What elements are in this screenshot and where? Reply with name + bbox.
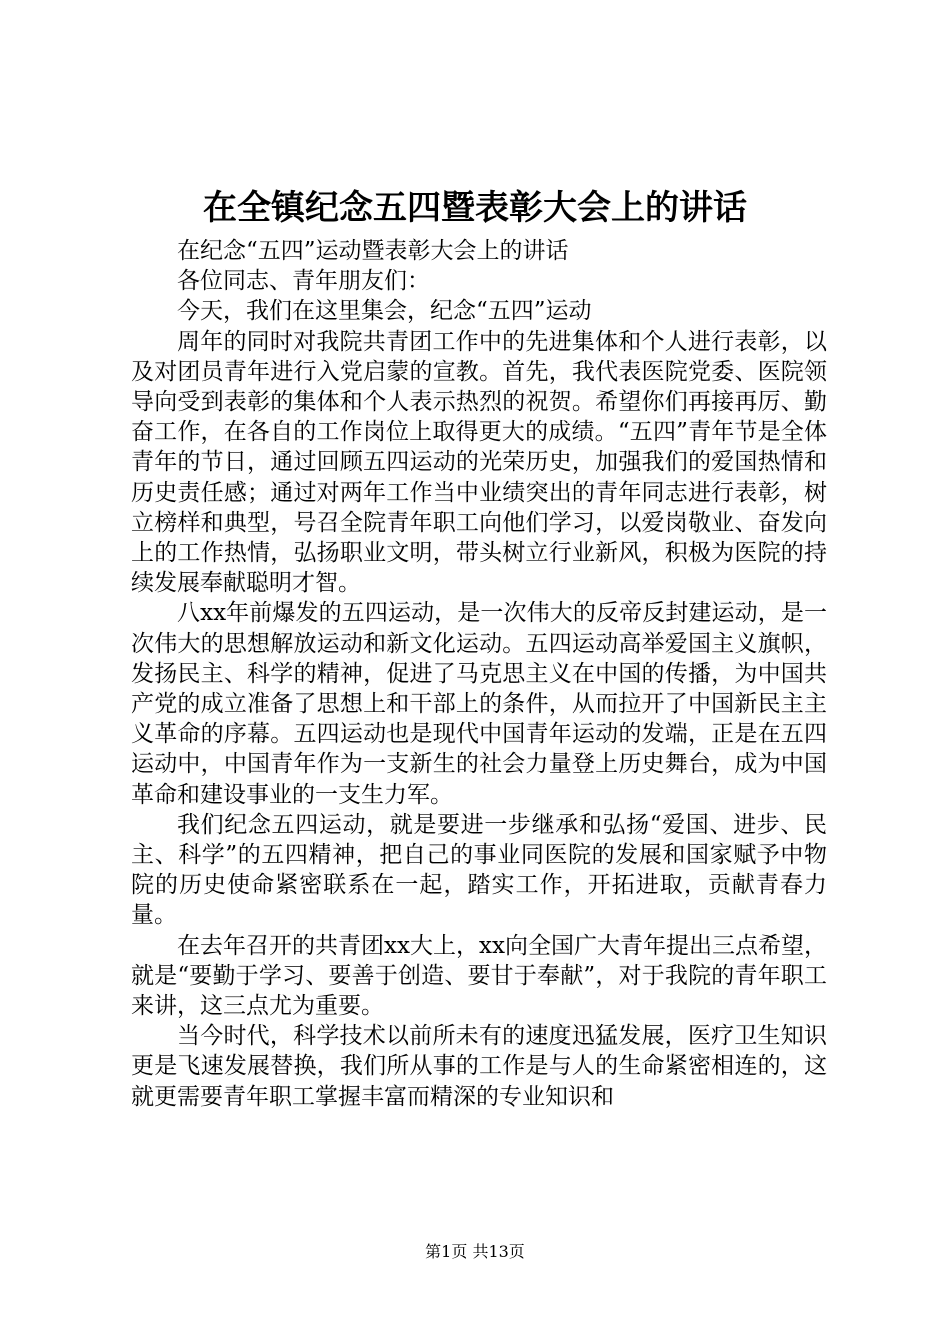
paragraph: 当今时代，科学技术以前所未有的速度迅猛发展，医疗卫生知识更是飞速发展替换，我们所从事的工作是与人的生命紧密相连的，这就更需要青年职工掌握丰富而精深的专业知识和 bbox=[131, 1023, 827, 1110]
paragraph: 在去年召开的共青团xx大上，xx向全国广大青年提出三点希望，就是“要勤于学习、要善于创造、要甘于奉献”，对于我院的青年职工来讲，这三点尤为重要。 bbox=[131, 932, 827, 1020]
paragraph-opening: 今天，我们在这里集会，纪念“五四”运动 bbox=[177, 298, 592, 325]
document-body bbox=[131, 236, 827, 1112]
page-footer: 第1页 共13页 bbox=[425, 1242, 525, 1261]
paragraph: 我们纪念五四运动，就是要进一步继承和弘扬“爱国、进步、民主、科学”的五四精神，把自己的事业同医院的发展和国家赋予中物院的历史使命紧密联系在一起，踏实工作，开拓进取，贡献青春力量。 bbox=[131, 811, 827, 929]
paragraph-salutation: 各位同志、青年朋友们： bbox=[177, 268, 430, 295]
paragraph: 周年的同时对我院共青团工作中的先进集体和个人进行表彰，以及对团员青年进行入党启蒙的宣教。首先，我代表医院党委、医院领导向受到表彰的集体和个人表示热烈的祝贺。希望你们再接再厉、勤奋工作，在各自的工作岗位上取得更大的成绩。“五四”青年节是全体青年的节日，通过回顾五四运动的光荣历史，加强我们的爱国热情和历史责任感；通过对两年工作当中业绩突出的青年同志进行表彰，树立榜样和典型，号召全院青年职工向他们学习，以爱岗敬业、奋发向上的工作热情，弘扬职业文明，带头树立行业新风，积极为医院的持续发展奉献聪明才智。 bbox=[131, 328, 827, 597]
paragraph: 八xx年前爆发的五四运动，是一次伟大的反帝反封建运动，是一次伟大的思想解放运动和新文化运动。五四运动高举爱国主义旗帜，发扬民主、科学的精神，促进了马克思主义在中国的传播，为中国共产党的成立准备了思想上和干部上的条件，从而拉开了中国新民主主义革命的序幕。五四运动也是现代中国青年运动的发端，正是在五四运动中，中国青年作为一支新生的社会力量登上历史舞台，成为中国革命和建设事业的一支生力军。 bbox=[131, 600, 827, 808]
document-title: 在全镇纪念五四暨表彰大会上的讲话 bbox=[203, 188, 747, 228]
paragraph-subtitle: 在纪念“五四”运动暨表彰大会上的讲话 bbox=[177, 238, 569, 264]
